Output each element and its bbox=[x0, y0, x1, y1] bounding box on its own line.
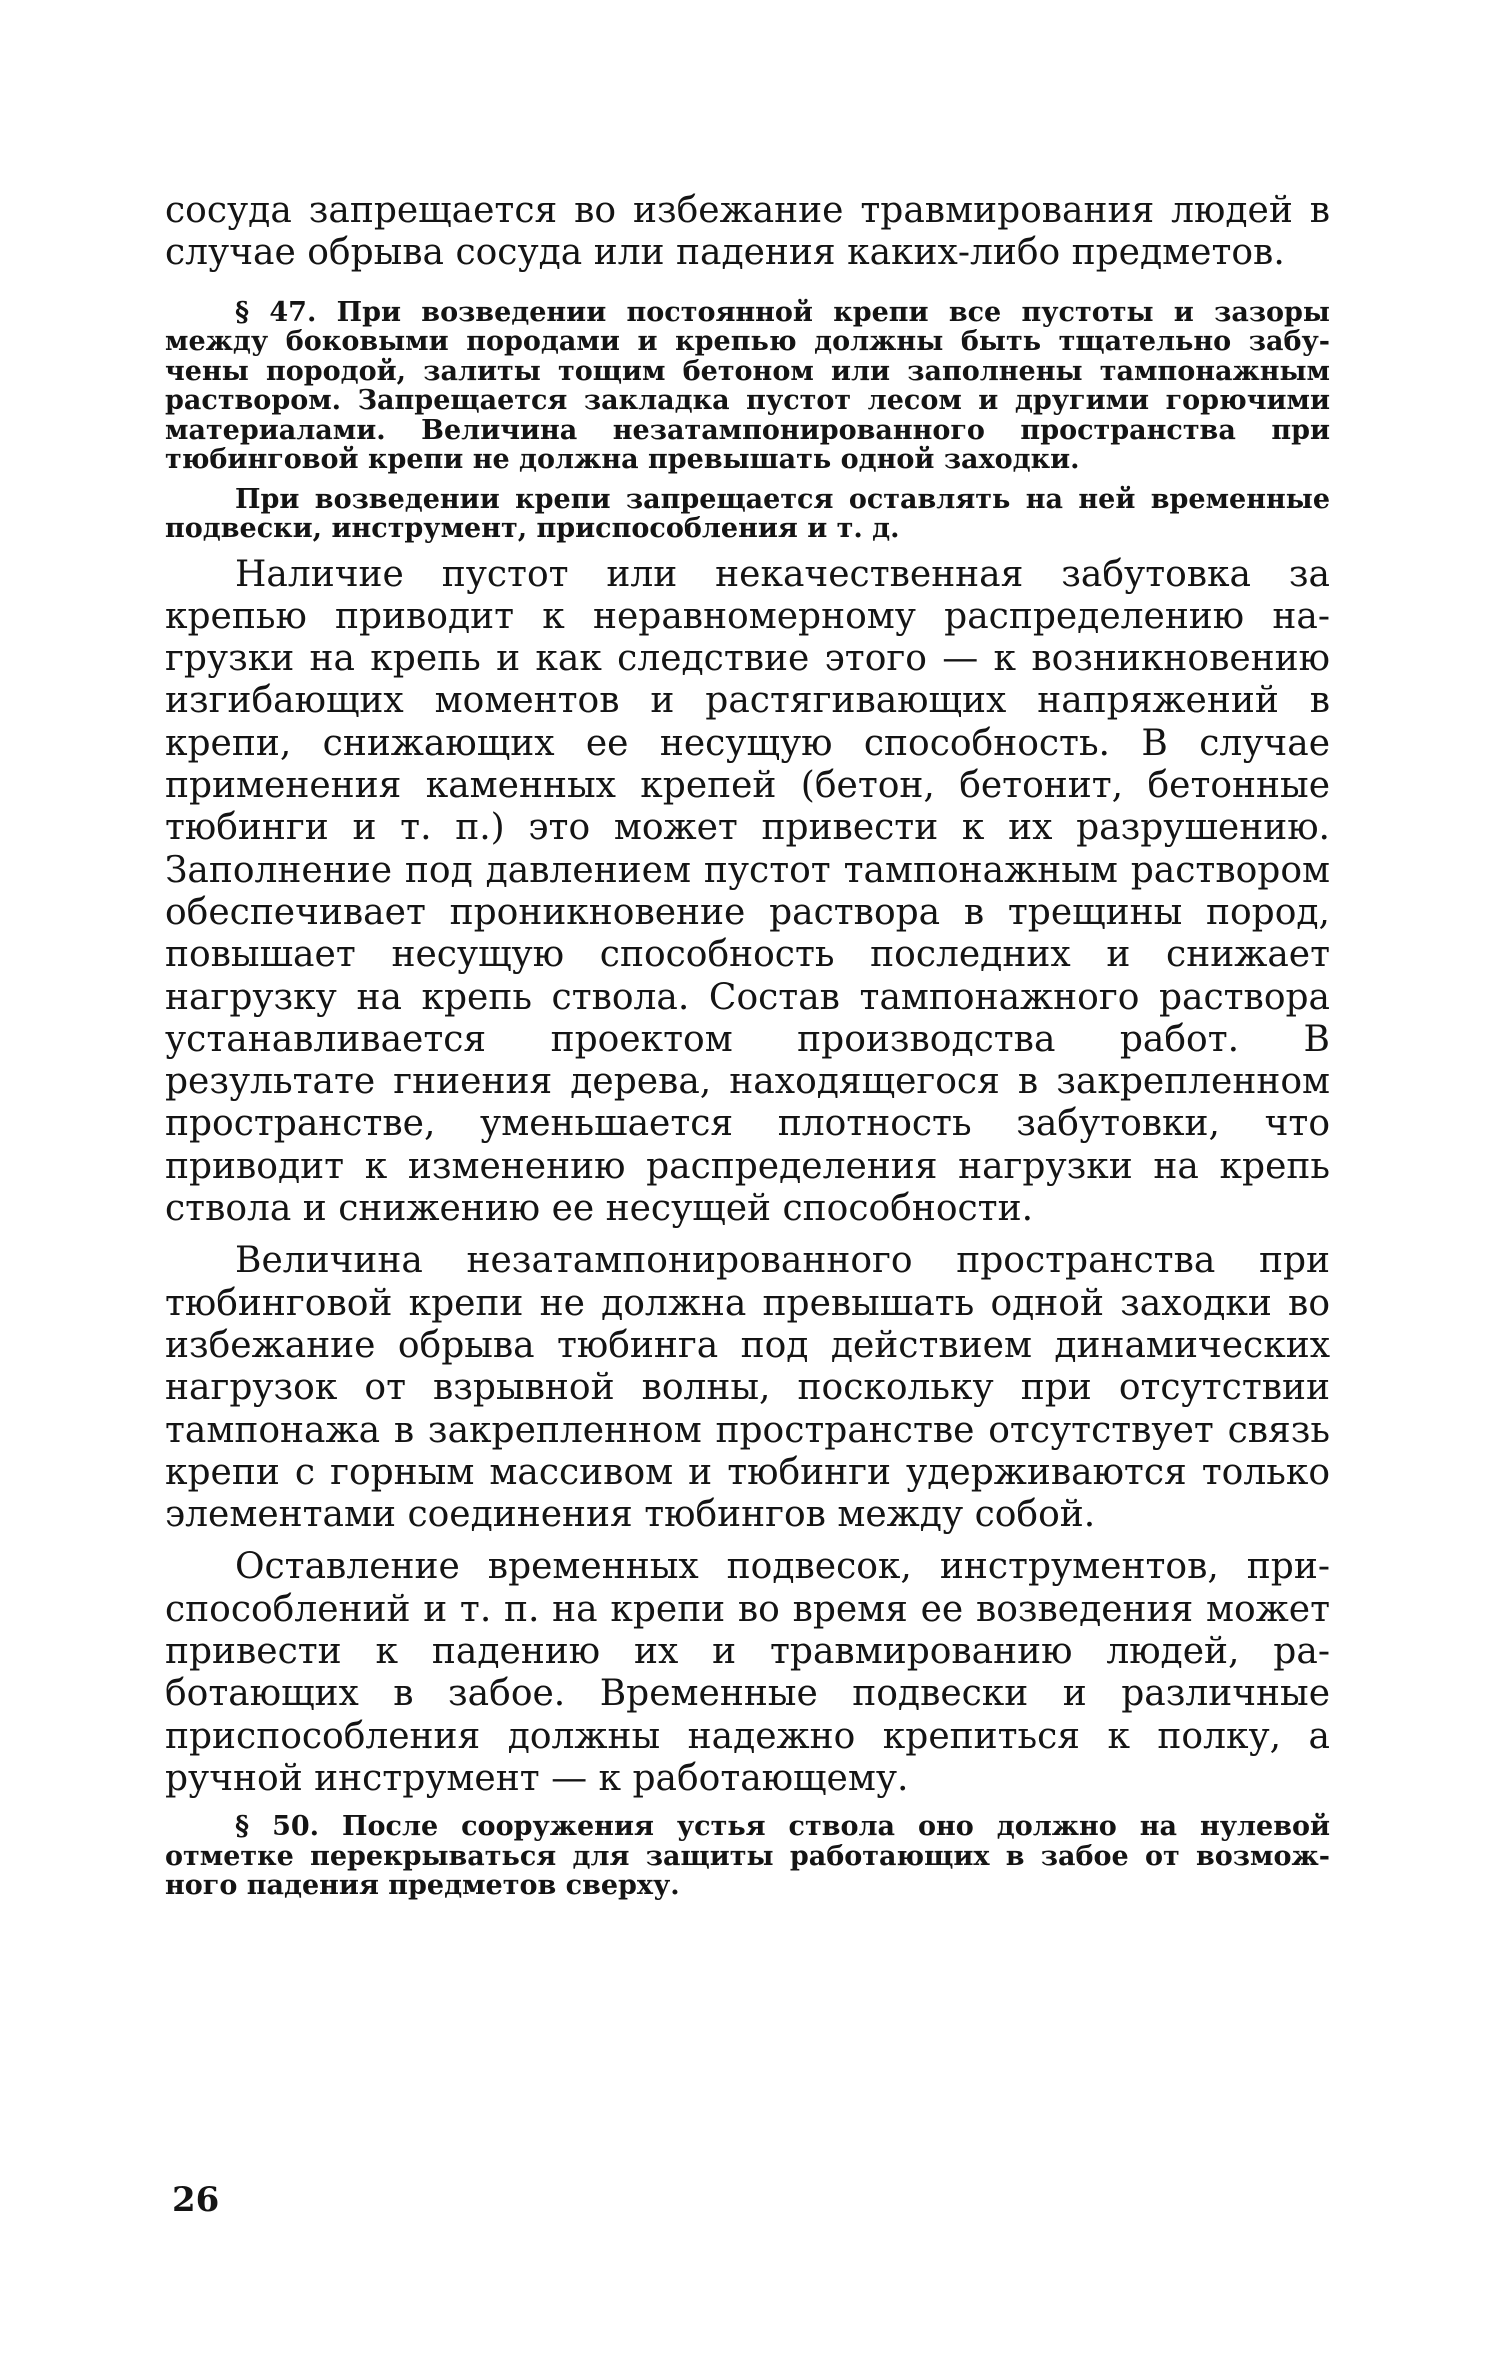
commentary-paragraph-1: Наличие пустот или некачественная забутовка за крепью приводит к неравномерному распределению нагрузки на крепь и как следствие этого — к возникновению изгибающих моментов и растягивающих напряжений в крепи, снижающих ее несущую способность. В случае применения каменных крепей (бетон, бетонит, бетонные тюбинги и т. п.) это может привести к их разрушению. Заполнение под давлением пустот тампонажным раствором обеспечивает проникновение раствора в трещины пород, повышает несущую способность последних и снижает нагрузку на крепь ствола. Состав тампонажного раствора устанавливается проектом производства работ. В результате гниения дерева, находящегося в закрепленном пространстве, уменьшается плотность забутовки, что приводит к изменению распределения нагрузки на крепь ствола и снижению ее несущей способности. bbox=[165, 553, 1330, 1230]
commentary-paragraph-2: Величина незатампонированного пространства при тюбинговой крепи не должна превышать одной заходки во избежание обрыва тюбинга под действием динамических нагрузок от взрывной волны, поскольку при отсутствии тампонажа в закрепленном пространстве отсутствует связь крепи с горным массивом и тюбинги удерживаются только элементами соединения тюбингов между собой. bbox=[165, 1240, 1330, 1536]
rule-50-text: § 50. После сооружения устья ствола оно должно на нулевой отметке перекрываться для защиты работающих в забое от возможного падения предметов сверху. bbox=[165, 1811, 1330, 1902]
continuation-paragraph: сосуда запрещается во избежание травмирования людей в случае обрыва сосуда или падения каких-либо предметов. bbox=[165, 190, 1330, 274]
page-content bbox=[165, 190, 1330, 1901]
rule-47-block bbox=[165, 298, 1330, 544]
rule-47-text: § 47. При возведении постоянной крепи все пустоты и зазоры между боковыми породами и крепью должны быть тщательно забучены породой, залиты тощим бетоном или заполнены тампонажным раствором. Запрещается закладка пустот лесом и другими горючими материалами. Величина незатампонированного пространства при тюбинговой крепи не должна превышать одной заходки. bbox=[165, 296, 1330, 476]
page-number: 26 bbox=[172, 2180, 220, 2220]
rule-47-continuation: При возведении крепи запрещается оставлять на ней временные подвески, инструмент, приспособления и т. д. bbox=[165, 483, 1330, 545]
commentary-paragraph-3: Оставление временных подвесок, инструментов, приспособлений и т. п. на крепи во время ее возведения может привести к падению их и травмированию людей, работающих в забое. Временные подвески и различные приспособления должны надежно крепиться к полку, а ручной инструмент — к работающему. bbox=[165, 1546, 1330, 1799]
